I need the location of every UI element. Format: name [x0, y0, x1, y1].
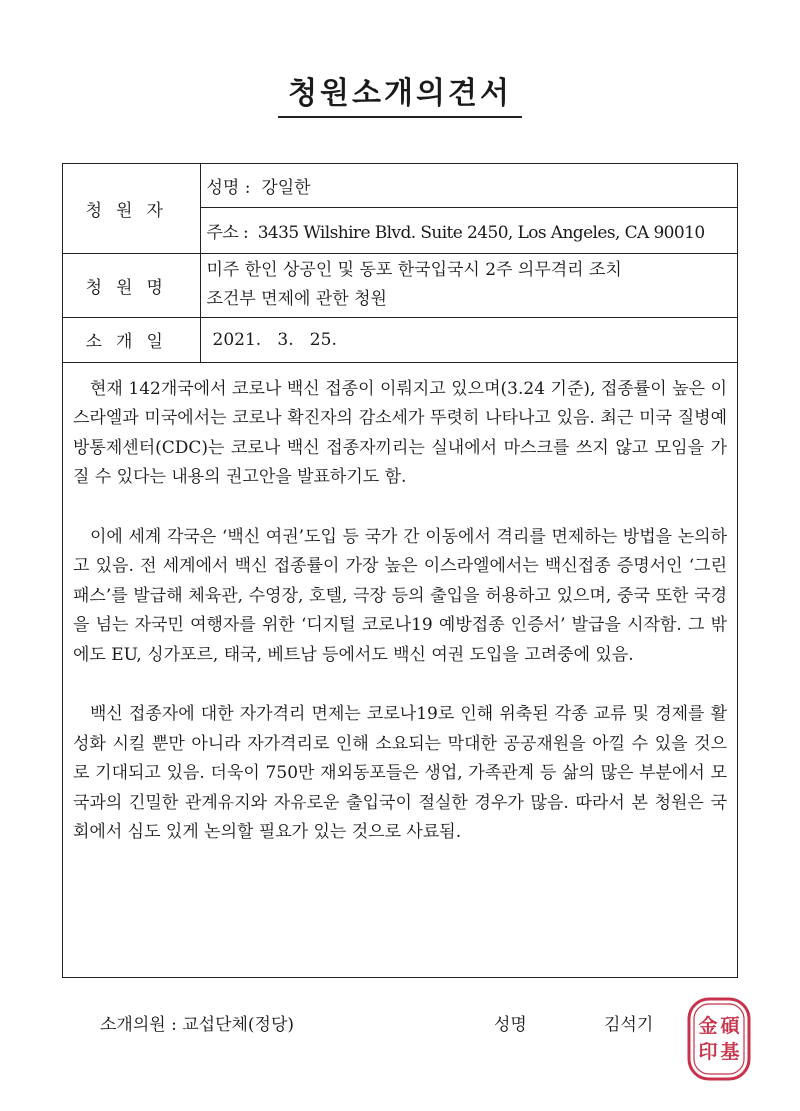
introducer-label: 소개의원 : 교섭단체(정당) [100, 1015, 295, 1035]
body-paragraph-1: 현재 142개국에서 코로나 백신 접종이 이뤄지고 있으며(3.24 기준), 접종률이 높은 이스라엘과 미국에서는 코로나 확진자의 감소세가 뚜렷히 나타나고 있음. 최근 미국 질병예방통제센터(CDC)는 코로나 백신 접종자끼리는 실내에서 마스크를 쓰지 않고 모임을 가질 수 있다는 내용의 권고안을 발표하기도 함. [73, 378, 727, 487]
signer-name: 김석기 [604, 1015, 654, 1035]
address-label: 주소 : [206, 222, 249, 243]
petition-name-line-2: 조건부 면제에 관한 청원 [206, 289, 387, 309]
petitioner-name-cell [200, 164, 737, 207]
name-label: 성명 : [206, 177, 251, 198]
date-value: 2021. 3. 25. [200, 317, 737, 362]
svg-text:金: 金 [698, 1015, 718, 1037]
petitioner-label: 청원자 [63, 164, 200, 253]
title-underline [278, 116, 522, 118]
svg-text:印: 印 [698, 1041, 718, 1063]
body-paragraph-3: 백신 접종자에 대한 자가격리 면제는 코로나19로 인해 위축된 각종 교류 및 경제를 활성화 시킬 뿐만 아니라 자가격리로 인해 소요되는 막대한 공공재원을 아낄 수 있을 것으로 기대되고 있음. 더욱이 750만 재외동포들은 생업, 가족관계 등 삶의 많은 부분에서 모국과의 긴밀한 관계유지와 자유로운 출입국이 절실한 경우가 많음. 따라서 본 청원은 국회에서 심도 있게 논의할 필요가 있는 것으로 사료됨. [73, 704, 727, 842]
petition-name-cell [200, 253, 737, 317]
svg-text:碩: 碩 [720, 1015, 740, 1037]
petition-name-label: 청원명 [63, 253, 200, 317]
signature-label: 성명 [494, 1015, 527, 1035]
document-title: 청원소개의견서 [288, 76, 512, 111]
petition-name-line-1: 미주 한인 상공인 및 동포 한국입국시 2주 의무격리 조치 [206, 260, 622, 280]
date-label: 소개일 [63, 317, 200, 362]
body-paragraph-2: 이에 세계 각국은 ‘백신 여권’도입 등 국가 간 이동에서 격리를 면제하는 방법을 논의하고 있음. 전 세계에서 백신 접종률이 가장 높은 이스라엘에서는 백신접종 증명서인 ‘그린패스’를 발급해 체육관, 수영장, 호텔, 극장 등의 출입을 허용하고 있으며, 중국 또한 국경을 넘는 자국민 여행자를 위한 ‘디지털 코로나19 예방접종 인증서’ 발급을 시작함. 그 밖에도 EU, 싱가포르, 태국, 베트남 등에서도 백신 여권 도입을 고려중에 있음. [73, 526, 727, 665]
petitioner-name: 강일한 [261, 177, 311, 198]
petition-info-table [63, 164, 737, 363]
petitioner-address-cell [200, 207, 737, 253]
svg-text:基: 基 [720, 1041, 740, 1063]
official-seal-icon [684, 996, 754, 1082]
petitioner-address: 3435 Wilshire Blvd. Suite 2450, Los Angeles, CA 90010 [257, 222, 705, 243]
opinion-body [63, 363, 737, 848]
document-frame [62, 163, 738, 978]
